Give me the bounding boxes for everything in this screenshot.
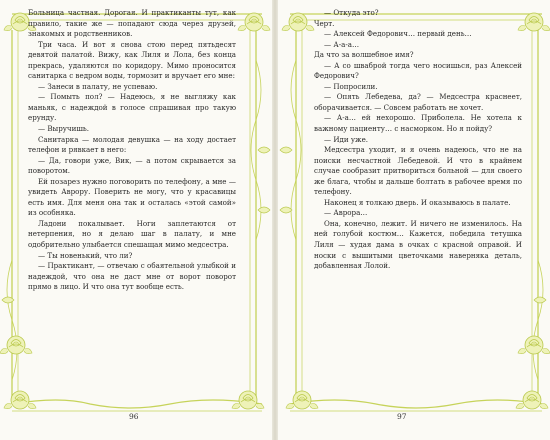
paragraph: — Иди уже. <box>324 134 369 144</box>
paragraph: Да что за волшебное имя? <box>314 50 414 60</box>
right-page-text <box>314 8 522 272</box>
paragraph: — Помыть пол? — Надеюсь, я не выгляжу как маньяк, с надеждой в голосе спрашивая про такую ерунду. <box>28 92 236 123</box>
page-number: 96 <box>129 412 139 421</box>
paragraph: Санитарка — молодая девушка — на ходу достает телефон и рявкает в него: <box>28 134 236 155</box>
right-page <box>276 0 550 440</box>
paragraph: — А-а… ей нехорошо. Приболела. Не хотела к важному пациенту… с насморком. Но я пойду? <box>314 113 522 134</box>
paragraph: — Аврора… <box>324 208 368 218</box>
paragraph: Три часа. И вот я снова стою перед пятьдесят девятой палатой. Вижу, как Лиля и Лола, без конца прекрась, удаляются по коридору. Мимо проносится санитарка с ведром воды, тормозит и вручает его мне: <box>28 39 236 81</box>
paragraph: — Да, говори уже, Вик, — а потом скрывается за поворотом. <box>28 155 236 176</box>
paragraph: Черт. <box>314 18 335 28</box>
page-number: 97 <box>397 412 407 421</box>
paragraph: — Практикант, — отвечаю с обаятельной улыбкой и надеждой, что она не даст мне от ворот поворот прямо в лицо. И что она тут вообще есть. <box>28 261 236 292</box>
paragraph: — Алексей Федорович… первый день… <box>324 29 472 39</box>
paragraph: Наконец я толкаю дверь. И оказываюсь в палате. <box>324 197 511 207</box>
paragraph: Она, конечно, лежит. И ничего не изменилось. На ней голубой костюм… Кажется, победила тетушка Лиля — худая дама в очках с красной оправой. И носки с вышитыми цветочками наверняка деталь, добавленная Лолой. <box>314 218 522 271</box>
rose-ornament <box>282 13 314 31</box>
paragraph: Ей позарез нужно поговорить по телефону, а мне — увидеть Аврору. Поверить не могу, что у красавицы есть имя. Для меня она так и осталась «этой самой» из особняка. <box>28 176 236 218</box>
paragraph: Больница частная. Дорогая. И практиканты тут, как правило, такие же — попадают сюда через друзей, знакомых и родственников. <box>28 8 236 39</box>
paragraph: — А со шваброй тогда чего носишься, раз Алексей Федорович? <box>314 60 522 81</box>
paragraph: — Выручишь. <box>38 124 90 134</box>
paragraph: — Опять Лебедева, да? — Медсестра краснеет, оборачивается. — Совсем работать не хочет. <box>314 92 522 112</box>
rose-ornament <box>238 13 270 31</box>
paragraph: Медсестра уходит, и я очень надеюсь, что не на поиски несчастной Лебедевой. И что в крайнем случае сообразит притвориться больной — для своего же блага, чтобы и дальше болтать в рабочее время по телефону. <box>314 145 522 197</box>
paragraph: — Занеси в палату, не успеваю. <box>38 81 158 91</box>
paragraph: — А-а-а… <box>324 39 360 49</box>
left-page <box>0 0 274 440</box>
paragraph: Ладони покалывает. Ноги заплетаются от нетерпения, но я делаю шаг в палату, и мне одобрительно улыбается спешащая мимо медсестра. <box>28 218 236 250</box>
rose-ornament <box>518 13 550 31</box>
paragraph: — Ты новенький, что ли? <box>38 250 133 260</box>
left-page-text <box>28 8 236 293</box>
paragraph: — Попросили. <box>324 81 378 91</box>
paragraph: — Откуда это? <box>324 8 379 17</box>
